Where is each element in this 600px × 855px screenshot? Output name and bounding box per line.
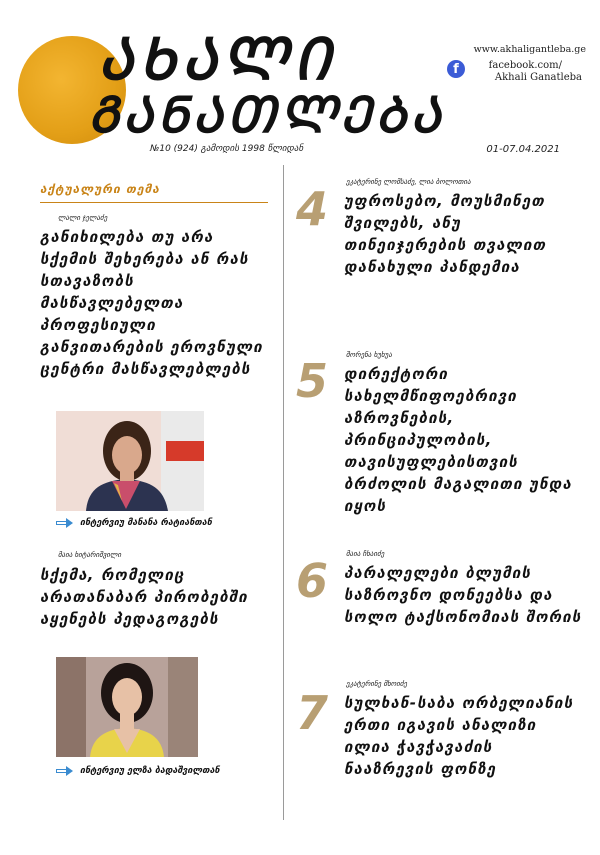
section-title-underline — [40, 202, 268, 203]
item4-headline[interactable]: უფროსებო, მოუსმინეთ შვილებს, ანუ თინეიჯერების თვალით დანახული პანდემია — [344, 192, 547, 276]
issue-number: №10 (924) გამოდის 1998 წლიდან — [150, 144, 304, 154]
article2-interview-link[interactable] — [56, 766, 220, 776]
arrow-right-icon — [56, 766, 74, 776]
facebook-url-line1[interactable]: facebook.com/ — [488, 60, 562, 71]
item5-author: შორენა ხუხუა — [346, 351, 392, 359]
section-title: აქტუალური თემა — [40, 182, 160, 196]
page-number-7: 7 — [296, 686, 329, 740]
item7-headline[interactable]: სულხან-საბა ორბელიანის ერთი იგავის ანალიზი ილია ჭავჭავაძის ნააზრევის ფონზე — [344, 694, 574, 778]
facebook-icon[interactable]: f — [447, 60, 465, 78]
page-number-4: 4 — [296, 182, 329, 236]
item6-author: მაია ჩხაიძე — [346, 550, 385, 558]
column-divider — [283, 165, 284, 820]
item7-author: ეკატერინე მხოიძე — [346, 680, 408, 688]
photo-elza-badashvili — [56, 657, 198, 757]
masthead-title-line2: ᲒᲐᲜᲐᲗᲚᲔᲑᲐ — [88, 86, 445, 144]
portrait-woman-2-image — [56, 657, 198, 757]
article1-link-label[interactable]: ინტერვიუ მანანა რატიანთან — [80, 518, 212, 528]
page-number-5: 5 — [296, 354, 329, 408]
photo-manana-ratiani — [56, 411, 204, 511]
article2-author: მაია ხიტარიშვილი — [58, 551, 122, 559]
portrait-woman-1-image — [56, 411, 204, 511]
article2-link-label[interactable]: ინტერვიუ ელზა ბადაშვილთან — [80, 766, 220, 776]
article1-headline[interactable]: განიხილება თუ არა სქემის შეხერება ან რას სთავაზობს მასწავლებელთა პროფესიული განვითარების ეროვნული ცენტრი მასწავლებლებს — [40, 228, 263, 378]
arrow-right-icon — [56, 518, 74, 528]
article2-headline[interactable]: სქემა, რომელიც არათანაბარ პირობებში აყენებს პედაგოგებს — [40, 566, 248, 628]
page-number-6: 6 — [296, 554, 329, 608]
facebook-url-line2[interactable]: Akhali Ganatleba — [494, 72, 582, 83]
item5-headline[interactable]: დირექტორი სახელმწიფოებრივი აზროვნების, პრინციპულობის, თავისუფლებისთვის ბრძოლის მაგალითი უნდა იყოს — [344, 365, 572, 515]
masthead-title-line1: ᲐᲮᲐᲚᲘ — [98, 25, 337, 93]
issue-date: 01-07.04.2021 — [486, 144, 560, 155]
item4-author: ეკატერინე ლომსაძე, ლია ბოლოთია — [346, 178, 471, 186]
article1-author: ლალი ჯელაძე — [58, 214, 108, 222]
article1-interview-link[interactable] — [56, 518, 212, 528]
item6-headline[interactable]: პარალელები ბლუმის საზროვნო დონეებსა და სოლო ტაქსონომიას შორის — [344, 564, 582, 626]
website-url[interactable]: www.akhaligantleba.ge — [473, 44, 586, 55]
